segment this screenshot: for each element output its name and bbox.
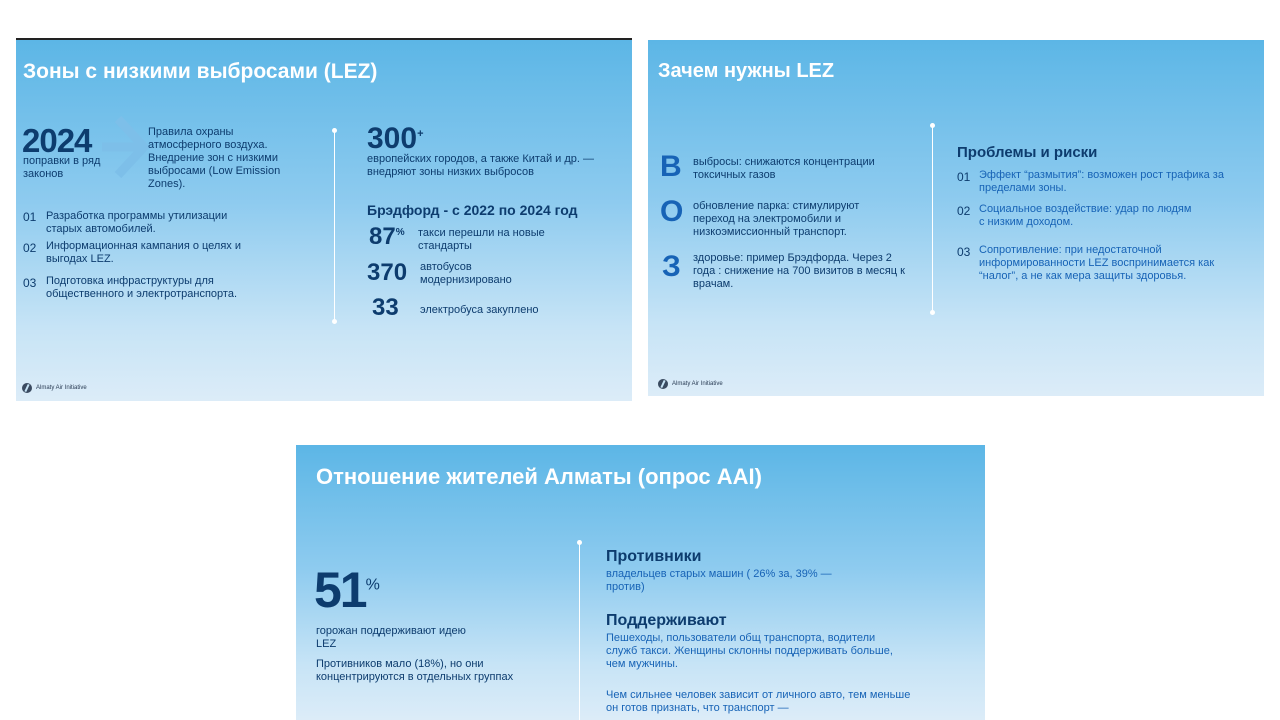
percent-value: 51% — [314, 562, 380, 618]
logo — [658, 379, 723, 389]
acronym-text: выбросы: снижаются концентрации токсичных газов — [693, 156, 875, 181]
percent-caption: горожан поддерживают идею LEZ — [316, 625, 466, 650]
acronym-text: обновление парка: стимулируют переход на электромобили и низкоэмиссионный транспорт. — [693, 200, 860, 238]
risks-heading: Проблемы и риски — [957, 144, 1098, 161]
stat-text: такси перешли на новые стандарты — [418, 227, 545, 252]
logo-text: Almaty Air Initiative — [672, 381, 723, 387]
divider-line — [334, 131, 335, 322]
opponents-note: Противников мало (18%), но они концентрируются в отдельных группах — [316, 658, 514, 683]
slide-title: Зачем нужны LEZ — [658, 60, 835, 82]
dependence-text: Чем сильнее человек зависит от личного авто, тем меньше он готов признать, что транспорт — — [606, 689, 911, 714]
support-text: Пешеходы, пользователи общ транспорта, водители служб такси. Женщины склонны поддерживать больше, чем мужчины. — [606, 632, 893, 670]
item-number: 02 — [23, 241, 37, 255]
risk-number: 03 — [957, 245, 971, 259]
cities-text: европейских городов, а также Китай и др. — внедряют зоны низких выбросов — [367, 153, 594, 178]
divider-line — [932, 126, 933, 314]
arrow-right-icon — [102, 116, 152, 178]
divider-dot — [577, 540, 582, 545]
divider-line — [579, 543, 580, 720]
year-caption: поправки в ряд законов — [23, 155, 101, 180]
item-number: 01 — [23, 210, 37, 224]
stat-value: 33 — [372, 294, 399, 321]
acronym-letter: З — [662, 250, 681, 283]
opponents-text: владельцев старых машин ( 26% за, 39% — против) — [606, 568, 832, 593]
risk-number: 02 — [957, 204, 971, 218]
acronym-letter: О — [660, 195, 684, 228]
risk-number: 01 — [957, 170, 971, 184]
risk-text: Сопротивление: при недостаточной информированности LEZ воспринимается как “налог”, а не как мера защиты здоровья. — [979, 244, 1215, 282]
slide-why-lez — [648, 40, 1264, 396]
divider-dot — [930, 123, 935, 128]
item-text: Подготовка инфраструктуры для общественного и электротранспорта. — [46, 275, 238, 300]
year-number: 2024 — [22, 122, 92, 159]
logo-icon — [658, 379, 668, 389]
slide-title: Зоны с низкими выбросами (LEZ) — [23, 60, 378, 83]
slide-lez-zones — [16, 38, 632, 401]
logo-text: Almaty Air Initiative — [36, 385, 87, 391]
opponents-heading: Противники — [606, 548, 702, 565]
cities-number: 300+ — [367, 122, 424, 155]
slide-title: Отношение жителей Алматы (опрос AAI) — [316, 464, 762, 489]
stat-value: 87% — [369, 223, 405, 250]
item-text: Информационная кампания о целях и выгодах LEZ. — [46, 240, 242, 265]
divider-dot — [332, 319, 337, 324]
slide-almaty-attitude — [296, 445, 985, 720]
divider-dot — [332, 128, 337, 133]
risk-text: Социальное воздействие: удар по людям с низким доходом. — [979, 203, 1192, 228]
risk-text: Эффект “размытия”: возможен рост трафика за пределами зоны. — [979, 169, 1224, 194]
acronym-text: здоровье: пример Брэдфорда. Через 2 года : снижение на 700 визитов в месяц к врачам. — [693, 252, 905, 290]
item-number: 03 — [23, 276, 37, 290]
logo — [22, 383, 87, 393]
item-text: Разработка программы утилизации старых автомобилей. — [46, 210, 228, 235]
law-text: Правила охраны атмосферного воздуха. Внедрение зон с низкими выбросами (Low Emission Zones). — [148, 126, 281, 190]
divider-dot — [930, 310, 935, 315]
stat-text: автобусов модернизировано — [420, 261, 512, 286]
acronym-letter: В — [660, 150, 682, 183]
stat-text: электробуса закуплено — [420, 304, 539, 316]
support-heading: Поддерживают — [606, 612, 727, 629]
logo-icon — [22, 383, 32, 393]
bradford-heading: Брэдфорд - с 2022 по 2024 год — [367, 202, 578, 218]
stat-value: 370 — [367, 259, 408, 286]
